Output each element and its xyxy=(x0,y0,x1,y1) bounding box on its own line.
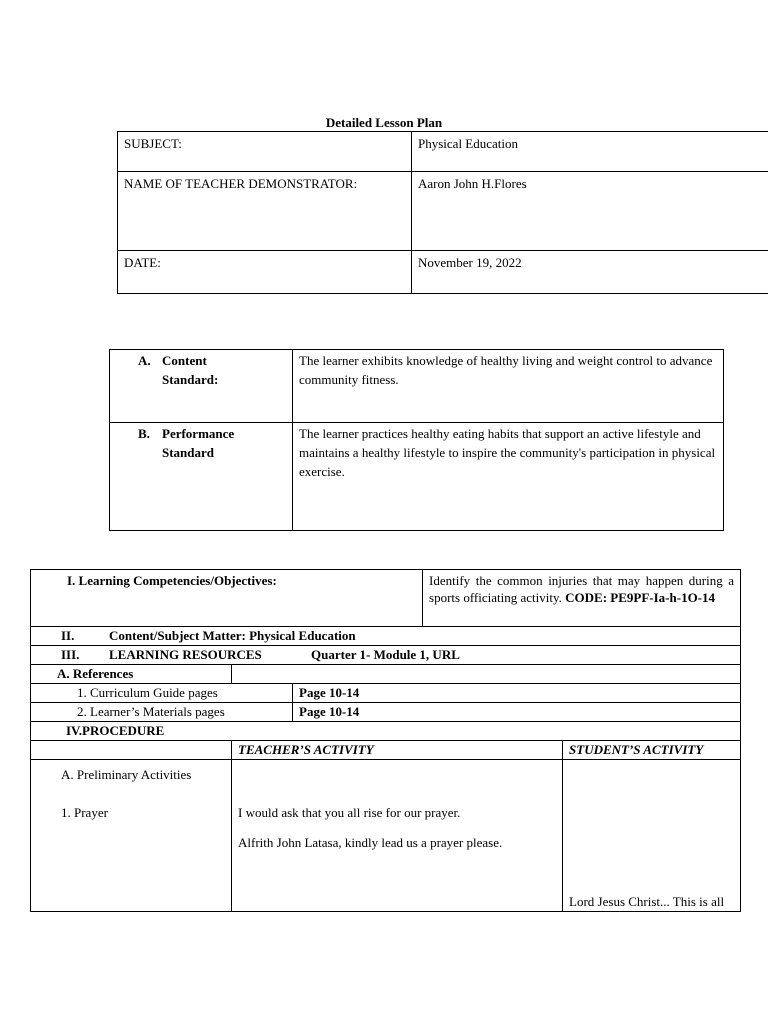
subject-value: Physical Education xyxy=(412,132,768,172)
teacher-prayer-request: Alfrith John Latasa, kindly lead us a prayer please. xyxy=(238,835,503,850)
performance-standard-letter: B. xyxy=(138,426,150,441)
content-standard-label-1: Content xyxy=(162,353,207,368)
resources-label: LEARNING RESOURCES xyxy=(109,647,262,662)
prayer-item: 1. Prayer xyxy=(61,805,108,820)
content-standard-label-2: Standard: xyxy=(162,372,219,387)
standards-table xyxy=(109,349,724,531)
performance-standard-text: The learner practices healthy eating habits that support an active lifestyle and maintains a healthy lifestyle to inspire the community's participation in physical exercise. xyxy=(293,423,724,531)
procedure-label: IV.PROCEDURE xyxy=(66,723,165,738)
date-label: DATE: xyxy=(118,251,412,294)
lesson-info-table xyxy=(117,131,768,294)
teacher-value: Aaron John H.Flores xyxy=(412,172,768,251)
student-prayer-response: Lord Jesus Christ... This is all xyxy=(569,894,725,909)
competencies-text: Identify the common injuries that may happen during a sports officiating activity. xyxy=(429,573,735,605)
procedure-table xyxy=(30,569,741,912)
teacher-prayer-instruction: I would ask that you all rise for our prayer. xyxy=(238,805,461,820)
content-standard-letter: A. xyxy=(138,353,151,368)
resources-number: III. xyxy=(61,647,80,662)
preliminary-activities: A. Preliminary Activities xyxy=(61,767,192,782)
learners-materials-label: 2. Learner’s Materials pages xyxy=(31,703,293,722)
content-number: II. xyxy=(61,628,75,643)
curriculum-guide-label: 1. Curriculum Guide pages xyxy=(31,684,293,703)
competencies-code: CODE: PE9PF-Ia-h-1O-14 xyxy=(565,590,716,605)
document-title: Detailed Lesson Plan xyxy=(325,115,443,130)
performance-standard-label-2: Standard xyxy=(162,445,215,460)
resources-extra: Quarter 1- Module 1, URL xyxy=(311,647,460,662)
teacher-label: NAME OF TEACHER DEMONSTRATOR: xyxy=(118,172,412,251)
student-activity-header: STUDENT’S ACTIVITY xyxy=(569,742,704,757)
curriculum-guide-value: Page 10-14 xyxy=(299,685,360,700)
content-standard-text: The learner exhibits knowledge of healthy living and weight control to advance community fitness. xyxy=(293,350,724,423)
content-subject-matter: Content/Subject Matter: Physical Education xyxy=(109,628,356,643)
learners-materials-value: Page 10-14 xyxy=(299,704,360,719)
references-label: A. References xyxy=(57,666,134,681)
performance-standard-label-1: Performance xyxy=(162,426,235,441)
teacher-activity-header: TEACHER’S ACTIVITY xyxy=(238,742,374,757)
date-value: November 19, 2022 xyxy=(412,251,768,294)
competencies-label: I. Learning Competencies/Objectives: xyxy=(67,573,277,588)
subject-label: SUBJECT: xyxy=(118,132,412,172)
